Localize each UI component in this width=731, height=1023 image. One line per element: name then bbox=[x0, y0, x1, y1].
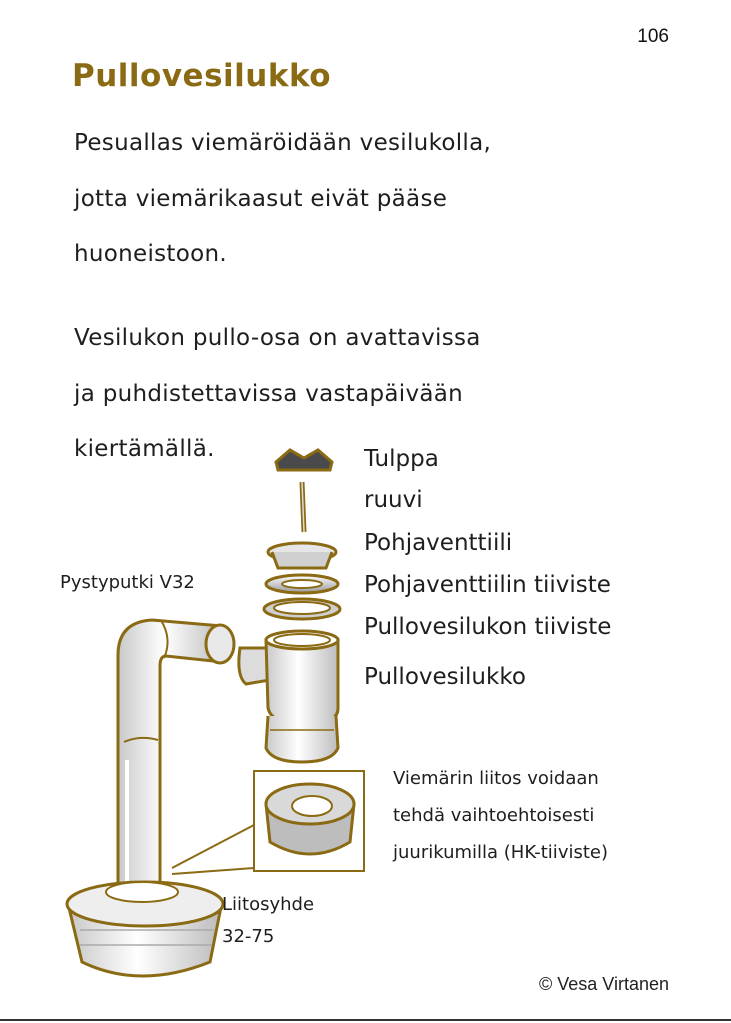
paragraph-line: Vesilukon pullo-osa on avattavissa bbox=[74, 325, 481, 351]
copyright: © Vesa Virtanen bbox=[538, 974, 669, 994]
hk-gasket-inset bbox=[254, 771, 364, 871]
drain-connector bbox=[67, 882, 223, 976]
callout-line bbox=[172, 868, 254, 874]
bottom-divider bbox=[0, 1019, 731, 1021]
pipe-label: Pystyputki V32 bbox=[60, 572, 195, 593]
paragraph-line: ja puhdistettavissa vastapäivään bbox=[74, 381, 464, 407]
part-label-bottle-trap: Pullovesilukko bbox=[364, 664, 526, 690]
note-line: Viemärin liitos voidaan bbox=[393, 768, 599, 789]
trap-gasket bbox=[264, 599, 340, 619]
paragraph-line: huoneistoon. bbox=[74, 241, 227, 267]
part-label-bottom-valve: Pohjaventtiili bbox=[364, 530, 513, 556]
bottom-valve bbox=[268, 543, 336, 568]
part-label-trap-gasket: Pullovesilukon tiiviste bbox=[364, 614, 612, 640]
paragraph-line: Pesuallas viemäröidään vesilukolla, bbox=[74, 130, 492, 156]
valve-gasket bbox=[266, 575, 338, 593]
paragraph-line: jotta viemärikaasut eivät pääse bbox=[74, 186, 448, 212]
connector-label: Liitosyhde bbox=[222, 894, 315, 915]
note-line: juurikumilla (HK-tiiviste) bbox=[393, 842, 608, 863]
screw bbox=[302, 482, 304, 532]
page-title: Pullovesilukko bbox=[72, 58, 332, 94]
page-number: 106 bbox=[637, 26, 669, 47]
note-line: tehdä vaihtoehtoisesti bbox=[393, 805, 595, 826]
connector-size-label: 32-75 bbox=[222, 926, 275, 947]
vertical-pipe bbox=[118, 620, 234, 890]
part-label-screw: ruuvi bbox=[364, 487, 423, 513]
callout-line bbox=[172, 825, 254, 868]
part-label-valve-gasket: Pohjaventtiilin tiiviste bbox=[364, 572, 611, 598]
part-label-plug: Tulppa bbox=[364, 446, 439, 472]
bottle-trap-body bbox=[239, 631, 338, 762]
plug-cap bbox=[276, 450, 332, 470]
paragraph-line: kiertämällä. bbox=[74, 436, 215, 462]
